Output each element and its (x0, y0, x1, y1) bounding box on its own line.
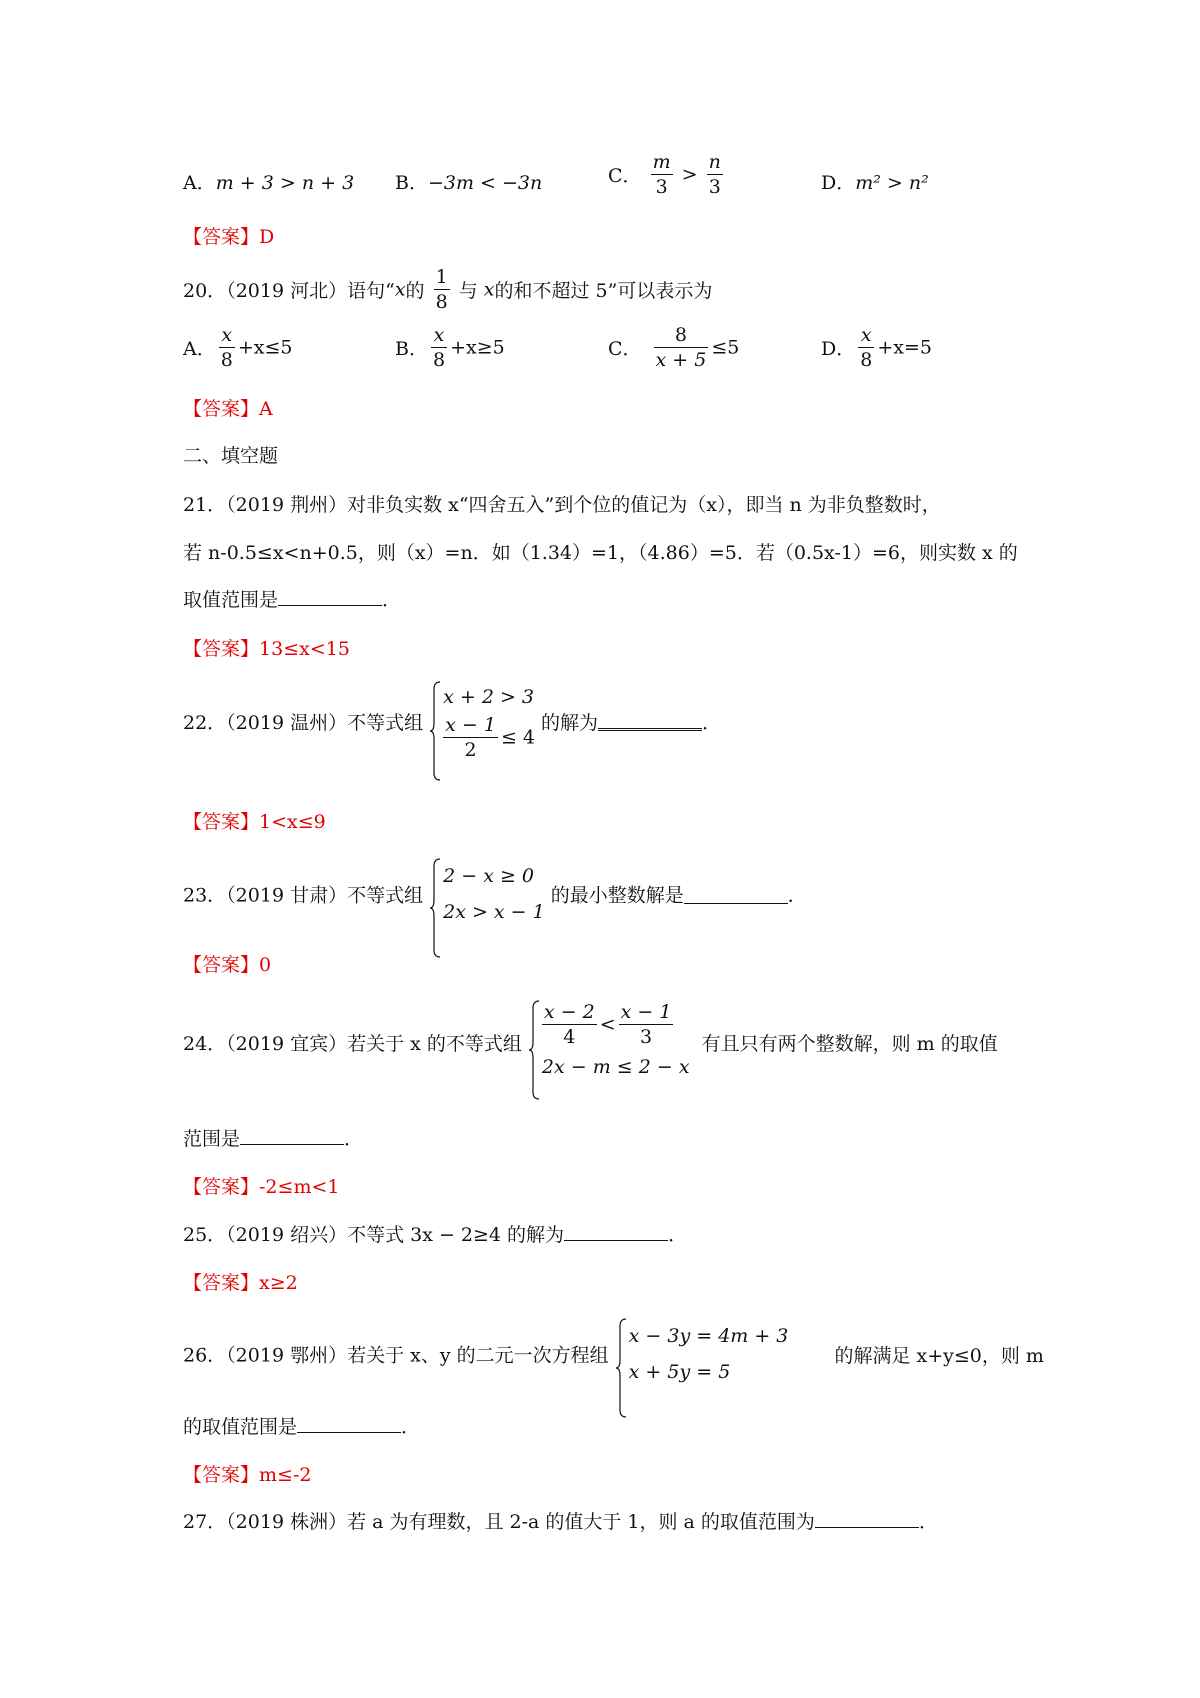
q21-line-2: 若 n-0.5≤x<n+0.5，则（x）=n．如（1.34）=1，（4.86）=5．若（0.5x-1）=6，则实数 x 的 (183, 542, 1018, 564)
fraction: $\frac{1}{8}$ (435, 266, 448, 313)
fraction: $\frac{x}{8}$ (860, 324, 873, 371)
q23-answer: 【答案】0 (183, 954, 272, 976)
q24-answer: 【答案】-2≤m<1 (183, 1176, 340, 1198)
left-brace-icon (429, 681, 441, 781)
q19-option-d: D．m² > n² (821, 172, 929, 194)
answer-blank[interactable] (598, 712, 702, 731)
answer-blank[interactable] (815, 1509, 919, 1528)
answer-blank[interactable] (297, 1414, 401, 1433)
equation-system: x − 3y = 4m + 3 x + 5y = 5 (615, 1318, 789, 1390)
answer-blank[interactable] (684, 885, 788, 904)
q19-option-b: B．−3m < −3n (395, 172, 543, 194)
q21-answer: 【答案】13≤x<15 (183, 638, 350, 660)
inequality-system: x + 2 > 3 $\frac{x - 1}{2}$ ≤ 4 (429, 681, 535, 762)
q22-answer: 【答案】1<x≤9 (183, 811, 326, 833)
q25-answer: 【答案】x≥2 (183, 1272, 298, 1294)
section-title: 二、填空题 (183, 445, 279, 467)
left-brace-icon (615, 1318, 627, 1418)
answer-blank[interactable] (240, 1126, 344, 1145)
q19-answer: 【答案】D (183, 226, 275, 248)
q19-option-a: A．m + 3 > n + 3 (183, 172, 355, 194)
q20-stem: 20．（2019 河北）语句“x的 $\frac{1}{8}$ 与 x的和不超过 5”可以表示为 (183, 266, 713, 313)
inequality-system: $\frac{x - 2}{4}$ < $\frac{x - 1}{3}$ 2x − m ≤ 2 − x (528, 1000, 690, 1085)
q20-option-a: A． $\frac{x}{8}$ +x≤5 (183, 324, 293, 371)
q26-stem: 26．（2019 鄂州）若关于 x、y 的二元一次方程组 x − 3y = 4m + 3 x + 5y = 5 的解满足 x+y≤0，则 m (183, 1318, 1044, 1390)
fraction: $\frac{x}{8}$ (220, 324, 233, 371)
q20-option-b: B． $\frac{x}{8}$ +x≥5 (395, 324, 505, 371)
q20-option-c: C． $\frac{8}{x + 5}$ ≤5 (608, 324, 740, 371)
answer-blank[interactable] (278, 587, 382, 606)
inequality-system: 2 − x ≥ 0 2x > x − 1 (429, 858, 545, 930)
fraction: $\frac{m}{3}$ (652, 151, 671, 198)
q25-stem: 25．（2019 绍兴）不等式 3x − 2≥4 的解为 ． (183, 1224, 688, 1246)
q20-answer: 【答案】A (183, 398, 273, 420)
q23-stem: 23．（2019 甘肃）不等式组 2 − x ≥ 0 2x > x − 1 的最小整数解是 ． (183, 858, 807, 930)
q27-stem: 27．（2019 株洲）若 a 为有理数，且 2-a 的值大于 1，则 a 的取值范围为 ． (183, 1511, 938, 1533)
q26-answer: 【答案】m≤-2 (183, 1464, 312, 1486)
answer-blank[interactable] (564, 1222, 668, 1241)
q24-stem: 24．（2019 宜宾）若关于 x 的不等式组 $\frac{x - 2}{4}$ < $\frac{x - 1}{3}$ 2x − m ≤ 2 − x 有且只有两个整数解，则 m 的取值 (183, 1000, 998, 1085)
left-brace-icon (528, 1000, 540, 1100)
q22-stem: 22．（2019 温州）不等式组 x + 2 > 3 $\frac{x - 1}{2}$ ≤ 4 的解为 ． (183, 681, 721, 762)
q21-line-3: 取值范围是 ． (183, 589, 402, 611)
q24-line-2: 范围是 ． (183, 1128, 364, 1150)
fraction: $\frac{n}{3}$ (708, 151, 721, 198)
fraction: $\frac{x}{8}$ (432, 324, 446, 371)
q26-line-2: 的取值范围是 ． (183, 1416, 421, 1438)
fraction: $\frac{8}{x + 5}$ (655, 324, 707, 371)
left-brace-icon (429, 858, 441, 958)
q20-option-d: D． $\frac{x}{8}$ +x=5 (821, 324, 932, 371)
q21-line-1: 21．（2019 荆州）对非负实数 x“四舍五入”到个位的值记为（x），即当 n 为非负整数时， (183, 494, 941, 516)
q19-option-c: C． $\frac{m}{3}$ > $\frac{n}{3}$ (608, 151, 721, 198)
